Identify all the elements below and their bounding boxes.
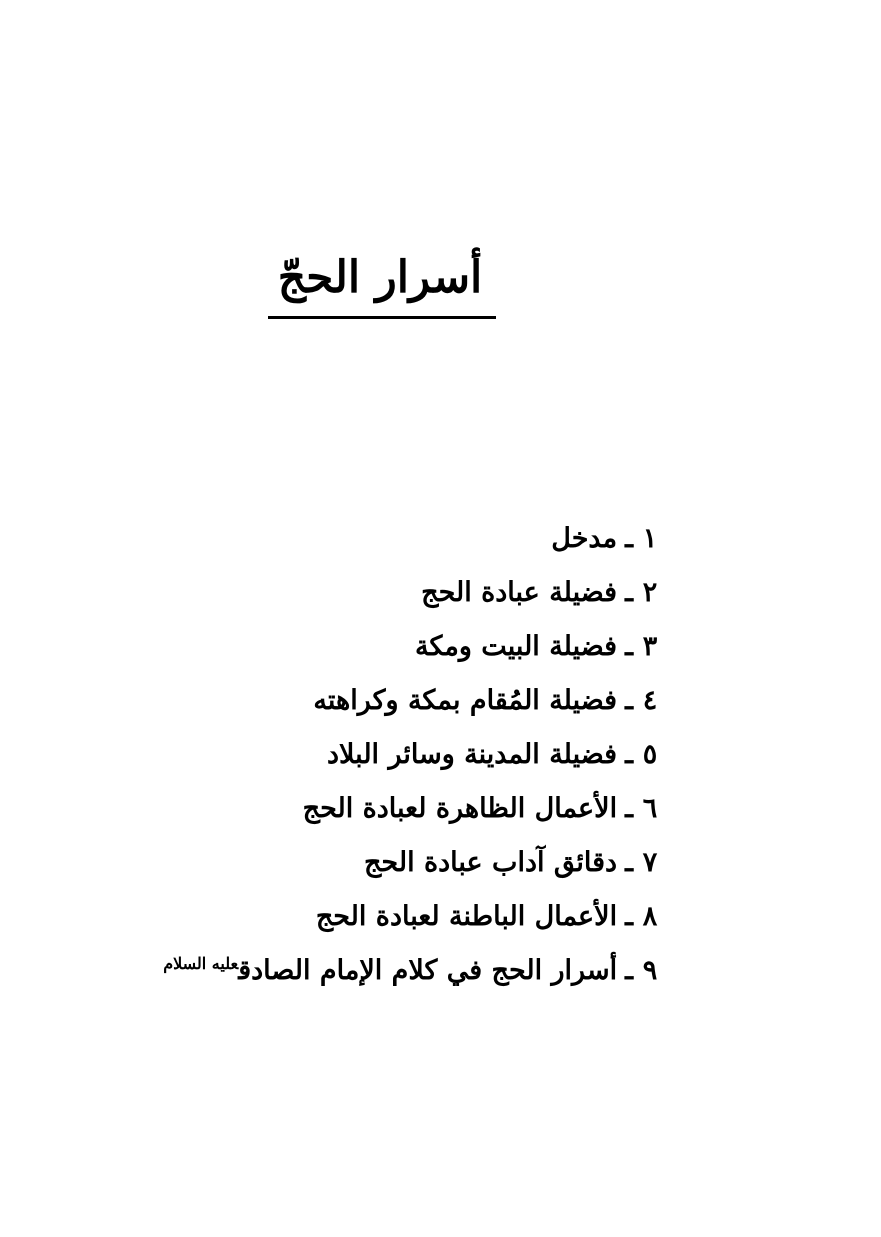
toc-item-6 <box>179 782 659 836</box>
toc-item-3 <box>179 620 659 674</box>
page-title: أسرار الحجّ <box>277 252 483 303</box>
toc-item-2 <box>179 566 659 620</box>
title-block <box>262 248 498 308</box>
toc-separator: ـ <box>625 685 633 716</box>
toc-item-1 <box>179 512 659 566</box>
toc-text: الأعمال الظاهرة لعبادة الحج <box>302 793 618 824</box>
toc-separator: ـ <box>625 955 633 986</box>
toc-number: ١ <box>642 523 658 554</box>
toc-number: ٧ <box>642 847 658 878</box>
toc-text: فضيلة المُقام بمكة وكراهته <box>313 685 618 716</box>
toc-number: ٦ <box>642 793 658 824</box>
toc-separator: ـ <box>625 847 633 878</box>
toc-separator: ـ <box>625 901 633 932</box>
toc-text: فضيلة البيت ومكة <box>414 631 618 662</box>
toc-item-4 <box>179 674 659 728</box>
honorific-glyph: عليه السلام <box>163 954 239 973</box>
toc-text: فضيلة عبادة الحج <box>421 577 618 608</box>
toc-number: ٣ <box>642 631 658 662</box>
toc-text: دقائق آداب عبادة الحج <box>364 847 618 878</box>
toc-separator: ـ <box>625 793 633 824</box>
toc-item-8 <box>179 890 659 944</box>
toc-item-5 <box>179 728 659 782</box>
toc-separator: ـ <box>625 523 633 554</box>
table-of-contents <box>163 512 659 998</box>
toc-text: أسرار الحج في كلام الإمام الصادق <box>238 955 618 986</box>
toc-text: فضيلة المدينة وسائر البلاد <box>327 739 618 770</box>
toc-text: مدخل <box>551 523 618 554</box>
toc-separator: ـ <box>625 577 633 608</box>
toc-number: ٢ <box>642 577 658 608</box>
toc-text: الأعمال الباطنة لعبادة الحج <box>315 901 618 932</box>
toc-item-9 <box>163 944 659 998</box>
title-underline <box>268 316 496 319</box>
toc-number: ٩ <box>642 955 658 986</box>
toc-number: ٤ <box>642 685 658 716</box>
toc-number: ٥ <box>642 739 658 770</box>
toc-separator: ـ <box>625 631 633 662</box>
toc-number: ٨ <box>642 901 658 932</box>
toc-item-7 <box>179 836 659 890</box>
toc-separator: ـ <box>625 739 633 770</box>
